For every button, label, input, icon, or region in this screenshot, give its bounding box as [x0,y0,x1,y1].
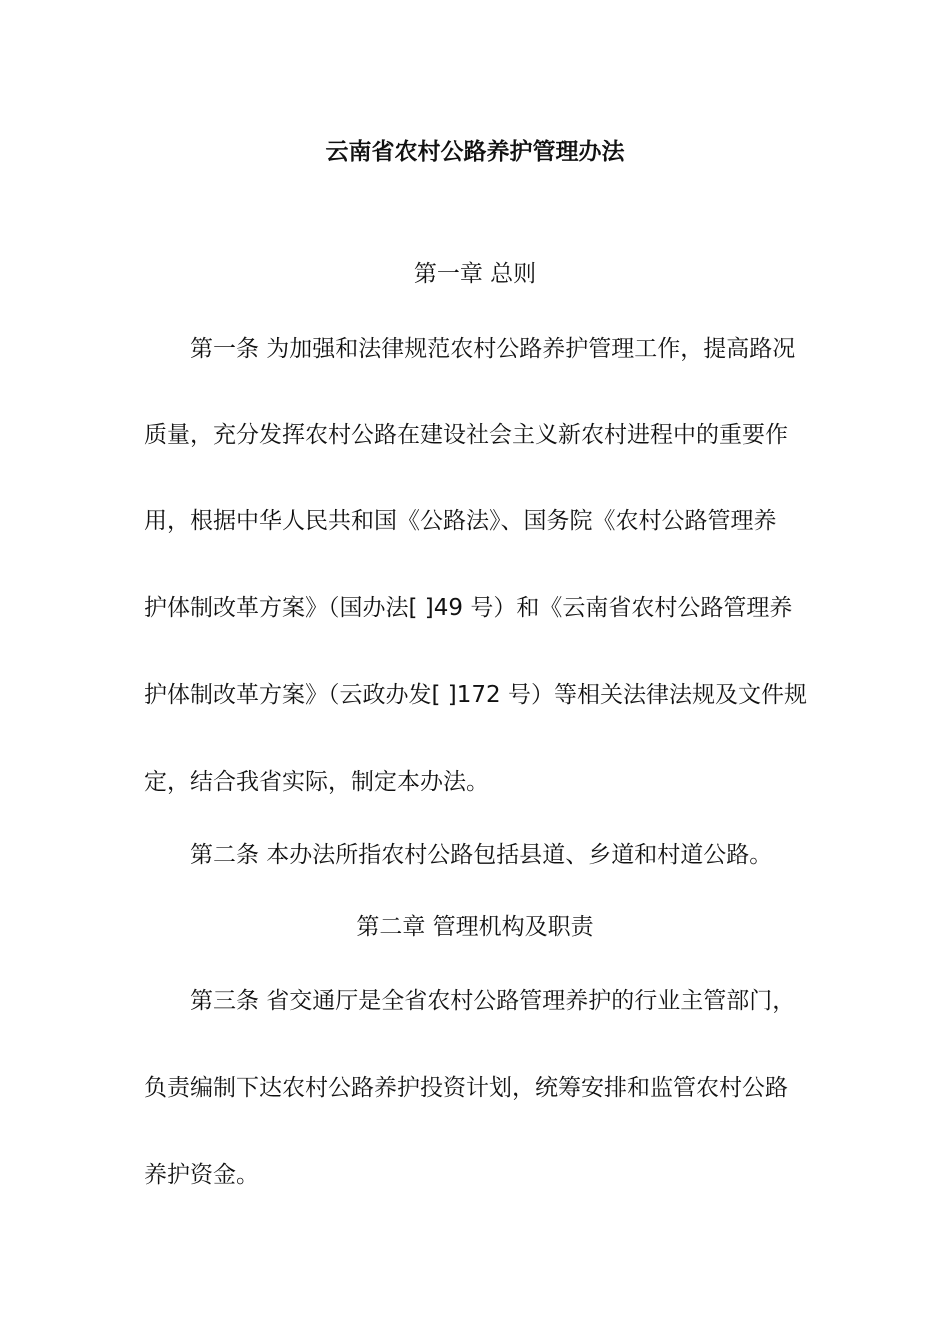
article-3-line-3: 养护资金。 [144,1162,259,1188]
article-3-line-2: 负责编制下达农村公路养护投资计划，统筹安排和监管农村公路 [144,1075,788,1101]
article-1-line-3: 用，根据中华人民共和国《公路法》、国务院《农村公路管理养 [144,508,777,534]
document-title: 云南省农村公路养护管理办法 [325,139,625,165]
article-1-line-5: 护体制改革方案》（云政办发[ ]172 号）等相关法律法规及文件规 [144,682,807,708]
article-1-line-2: 质量，充分发挥农村公路在建设社会主义新农村进程中的重要作 [144,422,788,448]
article-3-line-1: 第三条 省交通厅是全省农村公路管理养护的行业主管部门， [190,988,796,1014]
chapter-2-heading: 第二章 管理机构及职责 [356,914,594,940]
chapter-1-heading: 第一章 总则 [413,261,537,287]
article-1-line-4: 护体制改革方案》（国办法[ ]49 号）和《云南省农村公路管理养 [144,595,793,621]
article-1-line-1: 第一条 为加强和法律规范农村公路养护管理工作，提高路况 [190,336,796,362]
article-2: 第二条 本办法所指农村公路包括县道、乡道和村道公路。 [190,842,773,868]
article-1-line-6: 定，结合我省实际，制定本办法。 [144,769,489,795]
